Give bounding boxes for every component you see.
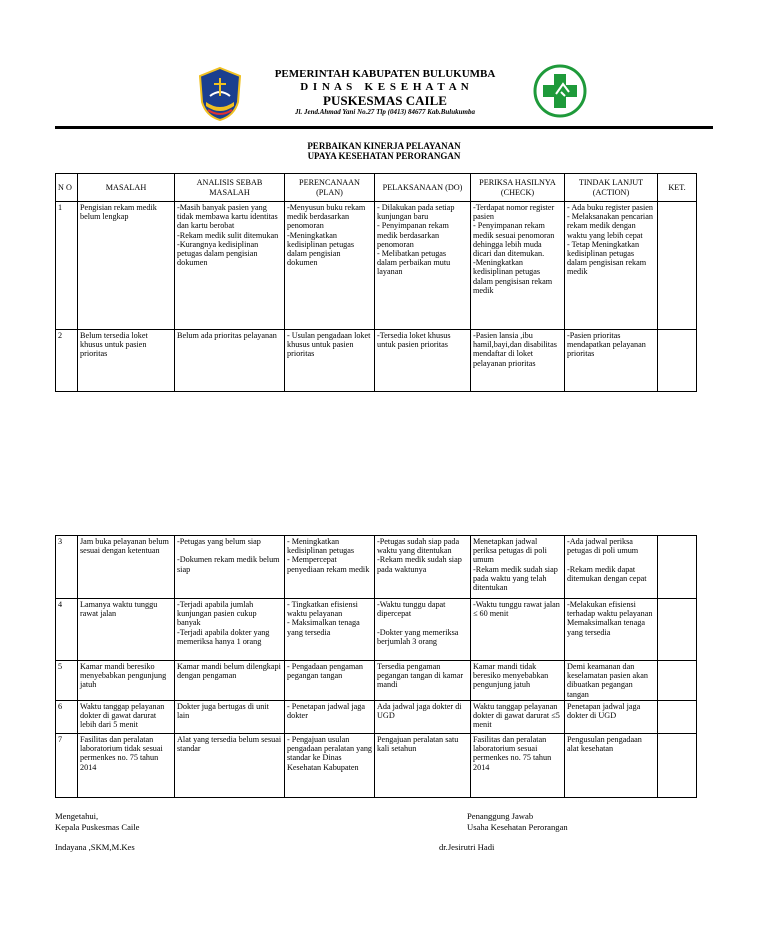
table-cell: Jam buka pelayanan belum sesuai dengan ketentuan — [78, 536, 175, 599]
table-cell: Belum tersedia loket khusus untuk pasien prioritas — [78, 330, 175, 392]
footer-head-name: Indayana ,SKM,M.Kes — [55, 842, 135, 852]
table-cell: - Usulan pengadaan loket khusus untuk pasien prioritas — [285, 330, 375, 392]
table-cell: - Dilakukan pada setiap kunjungan baru - Penyimpanan rekam medik berdasarkan penomoran - Melibatkan petugas dalam perbaikan mutu layanan — [375, 202, 471, 330]
table-cell: Fasilitas dan peralatan laboratorium tidak sesuai permenkes no. 75 tahun 2014 — [78, 734, 175, 798]
col-header-periksa: PERIKSA HASILNYA (CHECK) — [471, 174, 565, 202]
table-cell: Pengajuan peralatan satu kali setahun — [375, 734, 471, 798]
table-cell: Kamar mandi tidak beresiko menyebabkan pengunjung jatuh — [471, 661, 565, 701]
table-cell: 7 — [56, 734, 78, 798]
document-title-line1: PERBAIKAN KINERJA PELAYANAN — [307, 141, 461, 151]
table-cell: Tersedia pengaman pegangan tangan di kamar mandi — [375, 661, 471, 701]
footer-responsible: Penanggung Jawab — [467, 811, 534, 821]
letterhead-divider — [55, 126, 713, 129]
col-header-no: N O — [56, 174, 78, 202]
table-cell: - Meningkatkan kedisiplinan petugas - Mempercepat penyediaan rekam medik — [285, 536, 375, 599]
table-cell: Waktu tanggap pelayanan dokter di gawat darurat lebih dari 5 menit — [78, 701, 175, 734]
table-cell: Lamanya waktu tunggu rawat jalan — [78, 599, 175, 661]
table-cell — [658, 330, 697, 392]
col-header-analisis: ANALISIS SEBAB MASALAH — [175, 174, 285, 202]
table-cell: Waktu tanggap pelayanan dokter di gawat darurat ≤5 menit — [471, 701, 565, 734]
table-cell: - Pengajuan usulan pengadaan peralatan yang standar ke Dinas Kesehatan Kabupaten — [285, 734, 375, 798]
table-cell — [658, 661, 697, 701]
footer-head-title: Kepala Puskesmas Caile — [55, 822, 140, 832]
table-cell — [658, 734, 697, 798]
table-cell: - Penetapan jadwal jaga dokter — [285, 701, 375, 734]
table-cell: 4 — [56, 599, 78, 661]
table-cell: 2 — [56, 330, 78, 392]
table-row — [56, 599, 697, 661]
col-header-perencanaan: PERENCANAAN (PLAN) — [285, 174, 375, 202]
col-header-tindak-lanjut: TINDAK LANJUT (ACTION) — [565, 174, 658, 202]
header-department-name: D I N A S K E S E H A T A N — [300, 81, 470, 93]
table-cell: -Terjadi apabila jumlah kunjungan pasien cukup banyak -Terjadi apabila dokter yang memeriksa hanya 1 orang — [175, 599, 285, 661]
table-cell: Dokter juga bertugas di unit lain — [175, 701, 285, 734]
table-header-row — [56, 174, 697, 202]
table-cell: Kamar mandi beresiko menyebabkan pengunjung jatuh — [78, 661, 175, 701]
table-cell: - Tingkatkan efisiensi waktu pelayanan - Maksimalkan tenaga yang tersedia — [285, 599, 375, 661]
table-cell: -Petugas sudah siap pada waktu yang ditentukan -Rekam medik sudah siap pada waktunya — [375, 536, 471, 599]
table-row — [56, 202, 697, 330]
table-row — [56, 701, 697, 734]
footer-responsible-unit: Usaha Kesehatan Perorangan — [467, 822, 568, 832]
table-cell: -Pasien prioritas mendapatkan pelayanan prioritas — [565, 330, 658, 392]
table-cell — [658, 599, 697, 661]
table-cell: - Pengadaan pengaman pegangan tangan — [285, 661, 375, 701]
col-header-pelaksanaan: PELAKSANAAN (DO) — [375, 174, 471, 202]
performance-table-part2 — [55, 535, 697, 798]
table-cell: Menetapkan jadwal periksa petugas di poli umum -Rekam medik sudah siap pada waktu yang telah ditentukan — [471, 536, 565, 599]
table-cell: Kamar mandi belum dilengkapi dengan pengaman — [175, 661, 285, 701]
header-puskesmas-name: PUSKESMAS CAILE — [323, 93, 447, 108]
table-cell: 6 — [56, 701, 78, 734]
table-cell: Penetapan jadwal jaga dokter di UGD — [565, 701, 658, 734]
header-address: Jl. Jend.Ahmad Yani No.27 Tlp (0413) 84677 Kab.Bulukumba — [295, 108, 475, 116]
footer-responsible-name: dr.Jesirutri Hadi — [439, 842, 495, 852]
header-government-name: PEMERINTAH KABUPATEN BULUKUMBA — [274, 68, 496, 80]
table-cell: -Terdapat nomor register pasien - Penyimpanan rekam medik sesuai penomoran dehingga lebih muda dicari dan ditemukan. -Meningkatkan kedisiplinan petugas dalam pengisisan rekam medik — [471, 202, 565, 330]
col-header-masalah: MASALAH — [78, 174, 175, 202]
table-cell: -Pasien lansia ,ibu hamil,bayi,dan disabilitas mendaftar di loket pelayanan prioritas — [471, 330, 565, 392]
table-cell: -Waktu tunggu rawat jalan ≤ 60 menit — [471, 599, 565, 661]
regency-emblem-logo — [196, 66, 244, 122]
table-cell: 3 — [56, 536, 78, 599]
table-cell: 1 — [56, 202, 78, 330]
table-cell — [658, 701, 697, 734]
table-cell: - Ada buku register pasien - Melaksanakan pencarian rekam medik dengan waktu yang lebih cepat - Tetap Meningkatkan kedisiplinan petugas dalam pengisisan rekam medik — [565, 202, 658, 330]
table-cell: 5 — [56, 661, 78, 701]
performance-table-part1 — [55, 173, 697, 392]
table-cell: Pengisian rekam medik belum lengkap — [78, 202, 175, 330]
table-row — [56, 734, 697, 798]
table-cell: Pengusulan pengadaan alat kesehatan — [565, 734, 658, 798]
table-cell: Demi keamanan dan keselamatan pasien akan dibuatkan pegangan tangan — [565, 661, 658, 701]
table-cell: -Masih banyak pasien yang tidak membawa kartu identitas dan kartu berobat -Rekam medik sulit ditemukan -Kurangnya kedisiplinan petugas dalam pengisian dokumen — [175, 202, 285, 330]
table-cell: Belum ada prioritas pelayanan — [175, 330, 285, 392]
table-cell: Alat yang tersedia belum sesuai standar — [175, 734, 285, 798]
table-cell — [658, 202, 697, 330]
table-row — [56, 536, 697, 599]
table-cell: -Petugas yang belum siap -Dokumen rekam medik belum siap — [175, 536, 285, 599]
table-cell: -Tersedia loket khusus untuk pasien prioritas — [375, 330, 471, 392]
col-header-ket: KET. — [658, 174, 697, 202]
table-row — [56, 661, 697, 701]
footer-acknowledged: Mengetahui, — [55, 811, 99, 821]
table-cell: -Ada jadwal periksa petugas di poli umum -Rekam medik dapat ditemukan dengan cepat — [565, 536, 658, 599]
table-cell: -Melakukan efisiensi terhadap waktu pelayanan Memaksimalkan tenaga yang tersedia — [565, 599, 658, 661]
table-cell: Ada jadwal jaga dokter di UGD — [375, 701, 471, 734]
table-cell: -Waktu tunggu dapat dipercepat -Dokter yang memeriksa berjumlah 3 orang — [375, 599, 471, 661]
puskesmas-cross-logo — [533, 64, 587, 118]
table-cell: -Menyusun buku rekam medik berdasarkan penomoran -Meningkatkan kedisiplinan petugas dalam pengisian dokumen — [285, 202, 375, 330]
table-cell — [658, 536, 697, 599]
table-row — [56, 330, 697, 392]
document-title-line2: UPAYA KESEHATAN PERORANGAN — [307, 151, 461, 161]
table-cell: Fasilitas dan peralatan laboratorium sesuai permenkes no. 75 tahun 2014 — [471, 734, 565, 798]
